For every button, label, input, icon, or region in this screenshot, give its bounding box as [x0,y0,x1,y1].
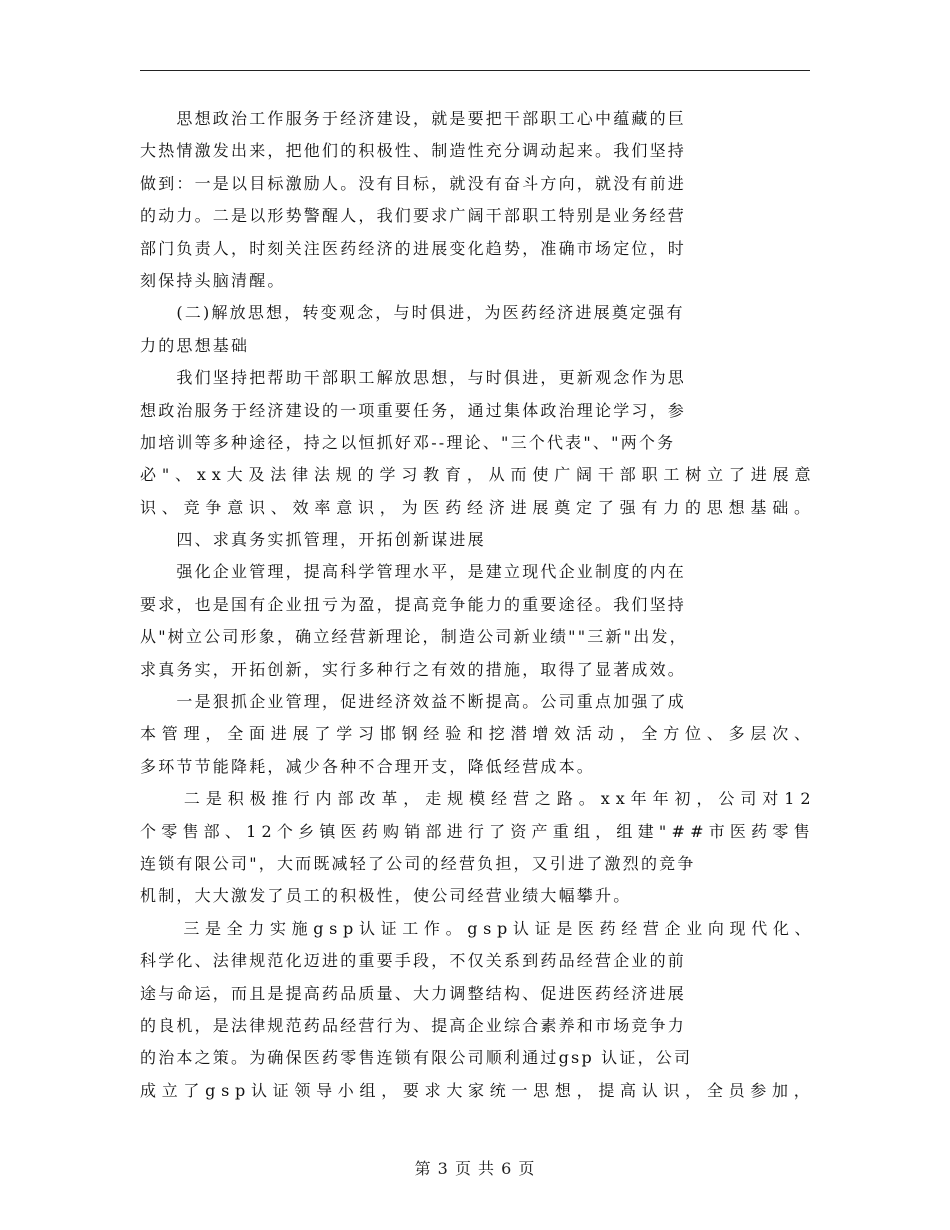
text-line: 本管理，全面进展了学习邯钢经验和挖潜增效活动，全方位、多层次、 [140,724,816,744]
text-line: 从"树立公司形象，确立经营新理论，制造公司新业绩""三新"出发， [140,627,688,647]
text-line: 力的思想基础 [140,335,250,355]
text-line: 部门负责人，时刻关注医药经济的进展变化趋势，准确市场定位，时 [140,238,687,258]
text-line: 科学化、法律规范化迈进的重要手段，不仅关系到药品经营企业的前 [140,951,687,971]
document-body [140,103,817,1107]
text-line: 四、求真务实抓管理，开拓创新谋进展 [140,530,486,550]
text-line: 加培训等多种途径，持之以恒抓好邓--理论、"三个代表"、"两个务 [140,432,676,452]
text-line: 机制，大大激发了员工的积极性，使公司经营业绩大幅攀升。 [140,886,632,906]
text-line: 连锁有限公司"，大而既减轻了公司的经营负担，又引进了激烈的竞争 [140,853,696,873]
text-line: 要求，也是国有企业扭亏为盈，提高竞争能力的重要途径。我们坚持 [140,594,687,614]
text-line: 的治本之策。为确保医药零售连锁有限公司顺利通过gsp 认证，公司 [140,1048,693,1068]
text-line: 一是狠抓企业管理，促进经济效益不断提高。公司重点加强了成 [140,692,687,712]
text-line: (二)解放思想，转变观念，与时俱进，为医药经济进展奠定强有 [140,303,685,323]
text-line: 做到：一是以目标激励人。没有目标，就没有奋斗方向，就没有前进 [140,173,687,193]
text-line: 思想政治工作服务于经济建设，就是要把干部职工心中蕴藏的巨 [140,109,687,128]
text-line: 三是全力实施gsp认证工作。gsp认证是医药经营企业向现代化、 [140,918,817,938]
text-line: 个零售部、12个乡镇医药购销部进行了资产重组，组建"##市医药零售 [140,821,815,841]
text-line: 想政治服务于经济建设的一项重要任务，通过集体政治理论学习，参 [140,400,687,420]
page-number-footer: 第 3 页 共 6 页 [414,1159,536,1178]
text-line: 途与命运，而且是提高药品质量、大力调整结构、促进医药经济进展 [140,983,687,1003]
text-line: 强化企业管理，提高科学管理水平，是建立现代企业制度的内在 [140,562,687,582]
text-line: 成立了gsp认证领导小组，要求大家统一思想，提高认识，全员参加， [140,1080,816,1100]
text-line: 多环节节能降耗，减少各种不合理开支，降低经营成本。 [140,756,596,776]
header-rule [140,70,810,71]
text-line: 我们坚持把帮助干部职工解放思想，与时俱进，更新观念作为思 [140,368,687,388]
text-line: 大热情激发出来，把他们的积极性、制造性充分调动起来。我们坚持 [140,141,687,161]
text-line: 识、竞争意识、效率意识，为医药经济进展奠定了强有力的思想基础。 [140,497,816,517]
text-line: 的良机，是法律规范药品经营行为、提高企业综合素养和市场竞争力 [140,1015,687,1035]
text-line: 刻保持头脑清醒。 [140,270,286,290]
text-line: 求真务实，开拓创新，实行多种行之有效的措施，取得了显著成效。 [140,659,687,679]
text-line: 必"、xx大及法律法规的学习教育，从而使广阔干部职工树立了进展意 [140,465,817,485]
text-line: 二是积极推行内部改革，走规模经营之路。xx年年初，公司对12 [140,789,817,809]
text-line: 的动力。二是以形势警醒人，我们要求广阔干部职工特别是业务经营 [140,206,687,226]
